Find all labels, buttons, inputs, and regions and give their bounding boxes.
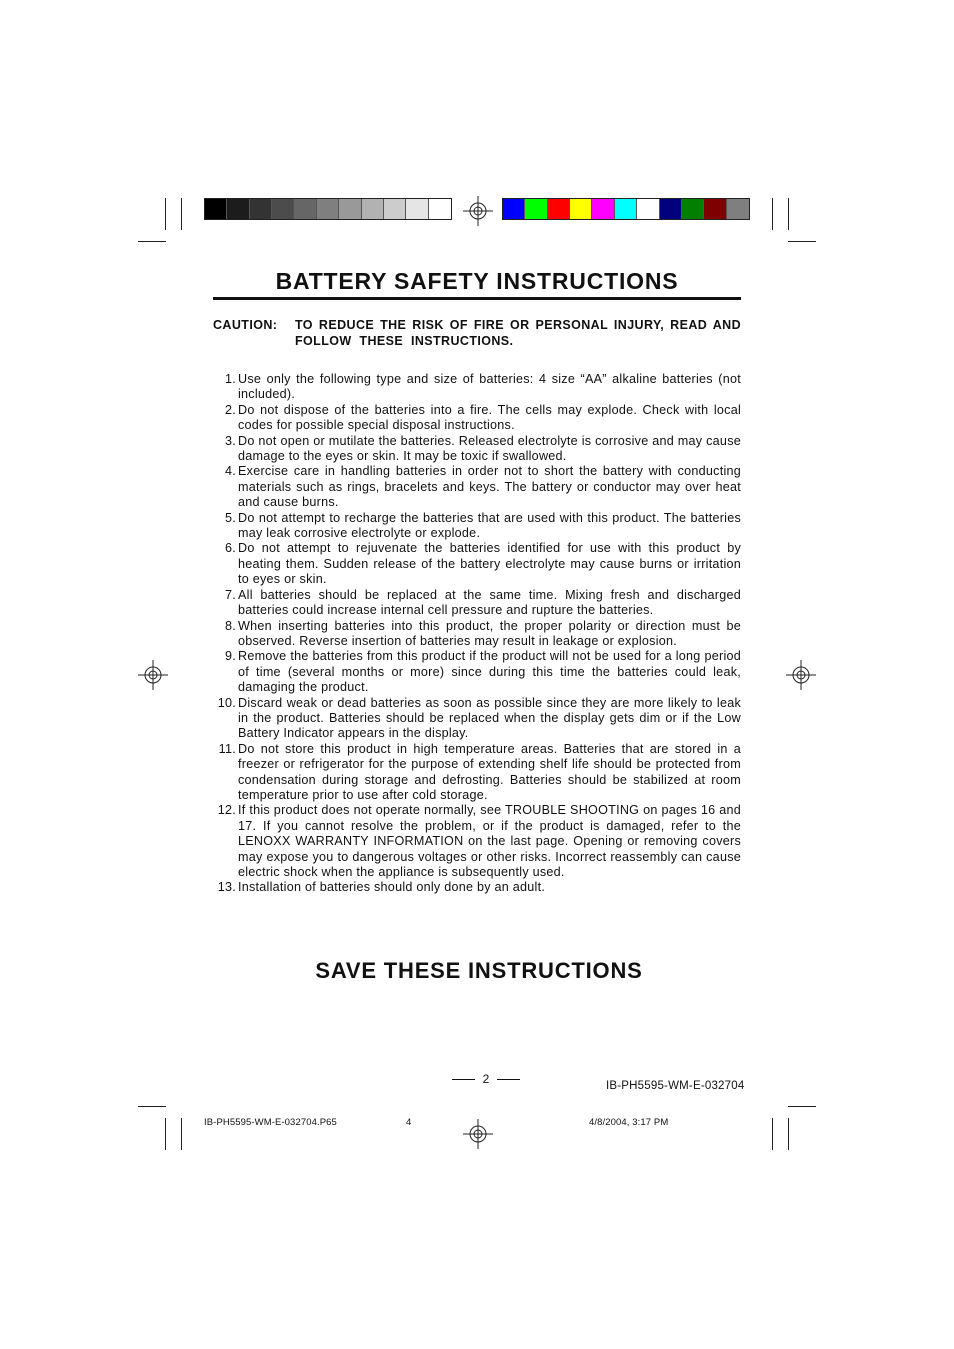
page-number (444, 1072, 528, 1086)
crop-mark (788, 1118, 789, 1150)
color-swatch (362, 199, 384, 219)
crop-mark (772, 1118, 773, 1150)
crop-mark (165, 198, 166, 230)
item-text: Do not attempt to recharge the batteries that are used with this product. The batteries may leak corrosive electrolyte or explode. (238, 510, 741, 541)
color-swatch (592, 199, 614, 219)
item-number: 4. (224, 464, 236, 479)
slug-datetime: 4/8/2004, 3:17 PM (589, 1117, 669, 1128)
list-item (210, 803, 741, 880)
caution-text (295, 318, 741, 349)
divider (497, 1079, 520, 1080)
list-item (210, 434, 741, 465)
crop-mark (788, 198, 789, 230)
list-item (210, 880, 741, 895)
list-item (210, 403, 741, 434)
registration-mark-icon (138, 660, 168, 690)
color-swatch (406, 199, 428, 219)
color-swatch (429, 199, 451, 219)
item-text: Exercise care in handling batteries in order not to short the battery with conducting materials such as rings, bracelets and keys. The battery or conductor may over heat and cause burns. (238, 464, 741, 510)
item-number: 5. (224, 510, 236, 525)
item-number: 7. (224, 587, 236, 602)
color-swatch (615, 199, 637, 219)
registration-mark-icon (463, 1119, 493, 1149)
registration-mark-icon (463, 196, 493, 226)
color-swatch (637, 199, 659, 219)
list-item (210, 588, 741, 619)
slug-file: IB-PH5595-WM-E-032704.P65 (204, 1117, 337, 1128)
item-number: 8. (224, 618, 236, 633)
save-heading: SAVE THESE INSTRUCTIONS (315, 958, 643, 983)
list-item (210, 696, 741, 742)
color-swatch (727, 199, 749, 219)
caution-line: TO REDUCE THE RISK OF FIRE OR PERSONAL INJURY, READ AND (295, 318, 741, 332)
document-code: IB-PH5595-WM-E-032704 (606, 1080, 745, 1092)
page-number-text: 2 (482, 1072, 490, 1086)
item-number: 3. (224, 433, 236, 448)
item-text: If this product does not operate normally, see TROUBLE SHOOTING on pages 16 and 17. If you cannot resolve the problem, or if the product is damaged, refer to the LENOXX WARRANTY INFORMATION on the last page. Opening or removing covers may expose you to dangerous voltages or other risks. Incorrect reassembly can cause electric shock when the appliance is subsequently used. (238, 803, 741, 879)
color-swatch (205, 199, 227, 219)
color-swatch (548, 199, 570, 219)
item-number: 13. (217, 880, 236, 895)
item-number: 9. (224, 649, 236, 664)
caution-label: CAUTION: (213, 318, 278, 332)
item-number: 1. (224, 372, 236, 386)
item-text: Discard weak or dead batteries as soon as possible since they are more likely to leak in the product. Batteries should be replaced when the display gets dim or if the Low Battery Indicator appears in the display. (238, 695, 741, 741)
item-text: Do not attempt to rejuvenate the batteries identified for use with this product by heating them. Sudden release of the battery electrolyte may cause burns or irritation to eyes or skin. (238, 541, 741, 587)
item-text: Remove the batteries from this product if the product will not be used for a long period of time (several months or more) since during this time the batteries could leak, damaging the product. (238, 649, 741, 695)
item-number: 12. (217, 803, 236, 818)
item-text: When inserting batteries into this product, the proper polarity or direction must be observed. Reverse insertion of batteries may result in leakage or explosion. (238, 618, 741, 648)
list-item (210, 649, 741, 695)
color-swatch (660, 199, 682, 219)
registration-mark-icon (786, 660, 816, 690)
grayscale-bar (204, 198, 452, 220)
item-text: Do not store this product in high temperature areas. Batteries that are stored in a freezer or refrigerator for the purpose of extending shelf life should be protected from condensation during storage and defrosting. Batteries should be stabilized at room temperature prior to use after cold storage. (238, 741, 741, 802)
color-swatch (503, 199, 525, 219)
color-swatch (272, 199, 294, 219)
color-swatch (384, 199, 406, 219)
item-number: 2. (224, 402, 236, 417)
crop-mark (181, 1118, 182, 1150)
slug-page: 4 (406, 1117, 412, 1128)
item-number: 6. (224, 541, 236, 556)
title-underline (213, 297, 741, 300)
crop-mark (772, 198, 773, 230)
instruction-list (210, 372, 741, 896)
color-swatch (227, 199, 249, 219)
color-swatch (704, 199, 726, 219)
item-text: Installation of batteries should only done by an adult. (238, 880, 546, 895)
color-swatch (525, 199, 547, 219)
color-bar (502, 198, 750, 220)
list-item (210, 372, 741, 403)
crop-mark (138, 1106, 166, 1107)
color-swatch (317, 199, 339, 219)
color-swatch (682, 199, 704, 219)
item-text: All batteries should be replaced at the same time. Mixing fresh and discharged batteries could increase internal cell pressure and rupture the batteries. (238, 587, 741, 618)
color-swatch (570, 199, 592, 219)
crop-mark (788, 1106, 816, 1107)
caution-block (213, 318, 741, 349)
crop-mark (788, 241, 816, 242)
crop-mark (181, 198, 182, 230)
list-item (210, 541, 741, 587)
color-swatch (294, 199, 316, 219)
item-text: Use only the following type and size of batteries: 4 size “AA” alkaline batteries (not included). (238, 372, 741, 402)
list-item (210, 742, 741, 804)
item-number: 10. (217, 695, 236, 710)
page-title: BATTERY SAFETY INSTRUCTIONS (275, 268, 679, 294)
item-text: Do not dispose of the batteries into a fire. The cells may explode. Check with local codes for possible special disposal instructions. (238, 402, 741, 433)
caution-line: FOLLOW THESE INSTRUCTIONS. (295, 333, 514, 348)
crop-mark (165, 1118, 166, 1150)
divider (452, 1079, 475, 1080)
list-item (210, 619, 741, 650)
list-item (210, 511, 741, 542)
list-item (210, 464, 741, 510)
color-swatch (250, 199, 272, 219)
color-swatch (339, 199, 361, 219)
item-text: Do not open or mutilate the batteries. Released electrolyte is corrosive and may cause damage to the eyes or skin. It may be toxic if swallowed. (238, 433, 741, 464)
item-number: 11. (218, 741, 236, 756)
crop-mark (138, 241, 166, 242)
